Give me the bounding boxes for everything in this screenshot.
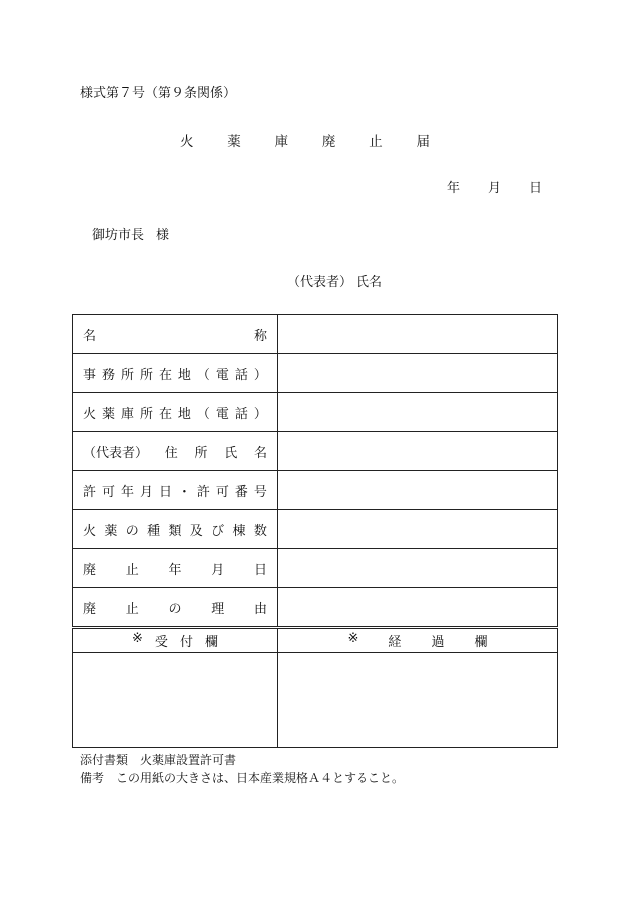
table-row: [73, 653, 558, 748]
label-char: 号: [253, 484, 267, 500]
label-char: 在: [158, 406, 172, 422]
application-table: [72, 314, 558, 748]
label-char: 可: [101, 484, 115, 500]
reception-box: [73, 653, 278, 748]
header-char: 付: [179, 635, 193, 650]
reception-header: [73, 628, 278, 653]
title-char: 火: [180, 134, 194, 150]
label-char: 所: [139, 367, 153, 383]
label-char: 話: [234, 406, 248, 422]
label-char: 月: [139, 484, 153, 500]
header-char: 経: [388, 635, 402, 650]
label-char: の: [125, 523, 139, 539]
label-char: 許: [83, 484, 97, 500]
table-row: [73, 549, 558, 588]
label-char: 火: [83, 523, 97, 539]
label-char: 月: [211, 562, 225, 578]
attachments-value: 火薬庫設置許可書: [140, 753, 237, 767]
abolition-reason-field[interactable]: [278, 588, 558, 628]
date-year-label: 年: [447, 181, 461, 196]
label-char: 地: [177, 406, 191, 422]
label-char: 電: [215, 406, 229, 422]
remarks-note: [80, 769, 404, 786]
label-char: 棟: [232, 523, 246, 539]
row-label: [73, 393, 278, 432]
table-row: [73, 471, 558, 510]
label-char: 年: [120, 484, 134, 500]
label-char: ・: [177, 484, 191, 500]
label-char: 名: [83, 328, 97, 344]
label-char: 火: [83, 406, 97, 422]
remarks-value: この用紙の大きさは、日本産業規格Ａ４とすること。: [116, 771, 405, 785]
progress-box: [278, 653, 558, 748]
title-char: 薬: [227, 134, 241, 150]
title-char: 庫: [274, 134, 289, 150]
table-row: [73, 588, 558, 628]
label-char: 数: [253, 523, 267, 539]
document-title: [180, 130, 430, 150]
name-field[interactable]: [278, 315, 558, 354]
label-char: 薬: [104, 523, 118, 539]
table-row: [73, 354, 558, 393]
label-char: の: [168, 601, 182, 617]
label-char: （: [196, 406, 210, 422]
header-char: 受: [154, 635, 168, 650]
reference-mark: ※: [347, 631, 359, 646]
magazine-address-field[interactable]: [278, 393, 558, 432]
label-char: 廃: [83, 562, 97, 578]
applicant-name-line: [287, 271, 382, 290]
representative-address-name-field[interactable]: [278, 432, 558, 471]
header-char: 欄: [204, 635, 218, 650]
row-label: [73, 354, 278, 393]
row-label: [73, 315, 278, 354]
form-number: 様式第７号（第９条関係）: [80, 86, 237, 101]
date-day-label: 日: [528, 181, 542, 196]
table-row: [73, 432, 558, 471]
header-char: 過: [431, 635, 445, 650]
label-char: 務: [101, 367, 115, 383]
label-char: 日: [253, 562, 267, 578]
date-month-label: 月: [487, 181, 501, 196]
applicant-name-label: 氏名: [356, 275, 383, 290]
attachments-label: 添付書類: [80, 753, 129, 767]
label-char: 在: [158, 367, 172, 383]
label-char: 電: [215, 367, 229, 383]
attachments-note: [80, 751, 236, 768]
label-char: 地: [177, 367, 191, 383]
row-label: [73, 471, 278, 510]
title-char: 止: [369, 134, 383, 150]
label-char: 所: [120, 367, 134, 383]
label-char: 称: [253, 328, 267, 344]
label-char: 庫: [120, 406, 134, 422]
row-label: [73, 510, 278, 549]
table-row: [73, 315, 558, 354]
row-label: [73, 549, 278, 588]
label-char: 番: [234, 484, 248, 500]
table-row: [73, 393, 558, 432]
table-row: [73, 628, 558, 653]
label-char: 所: [194, 445, 208, 461]
addressee: [92, 224, 169, 243]
progress-header: [278, 628, 558, 653]
label-char: （代表者）: [83, 445, 149, 461]
label-char: 理: [211, 601, 225, 617]
representative-label: （代表者）: [287, 275, 353, 290]
header-char: 欄: [474, 635, 488, 650]
label-char: ）: [253, 406, 267, 422]
label-char: 住: [164, 445, 178, 461]
label-char: 可: [215, 484, 229, 500]
title-char: 廃: [321, 134, 336, 150]
label-char: 由: [253, 601, 267, 617]
reference-mark: ※: [132, 631, 143, 646]
label-char: 薬: [101, 406, 115, 422]
label-char: 日: [158, 484, 172, 500]
remarks-label: 備考: [80, 771, 105, 785]
label-char: （: [196, 367, 210, 383]
label-char: 氏: [224, 445, 238, 461]
row-label: [73, 432, 278, 471]
label-char: 名: [253, 445, 267, 461]
label-char: 年: [168, 562, 182, 578]
row-label: [73, 588, 278, 628]
addressee-honorific: 様: [156, 228, 170, 243]
table-row: [73, 510, 558, 549]
date-line: [447, 177, 542, 196]
office-address-field[interactable]: [278, 354, 558, 393]
label-char: 許: [196, 484, 210, 500]
addressee-name: 御坊市長: [92, 228, 145, 243]
label-char: 止: [125, 562, 139, 578]
title-char: 届: [416, 134, 430, 150]
label-char: ）: [253, 367, 267, 383]
label-char: 及: [189, 523, 203, 539]
label-char: 所: [139, 406, 153, 422]
label-char: 話: [234, 367, 248, 383]
label-char: び: [211, 523, 225, 539]
abolition-date-field[interactable]: [278, 549, 558, 588]
label-char: 廃: [83, 601, 97, 617]
label-char: 種: [147, 523, 161, 539]
permit-date-number-field[interactable]: [278, 471, 558, 510]
label-char: 事: [83, 367, 97, 383]
label-char: 類: [168, 523, 182, 539]
magazine-type-count-field[interactable]: [278, 510, 558, 549]
label-char: 止: [125, 601, 139, 617]
